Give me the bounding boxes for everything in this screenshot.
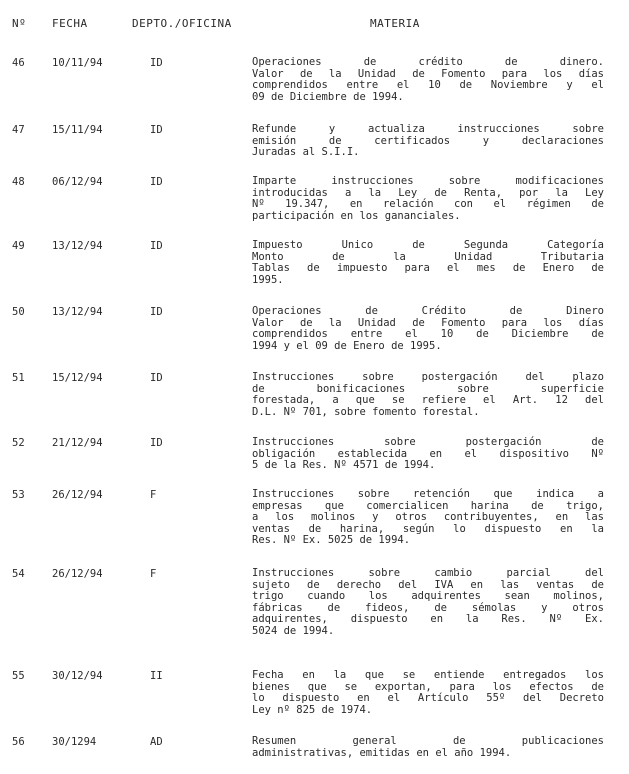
subject-line: Juradas al S.I.I. bbox=[252, 146, 360, 159]
subject-line: Ley nº 825 de 1974. bbox=[252, 703, 373, 716]
header-fecha: FECHA bbox=[52, 17, 88, 30]
row-department: ID bbox=[150, 372, 163, 384]
row-subject bbox=[252, 240, 604, 286]
row-date: 26/12/94 bbox=[52, 489, 103, 501]
subject-line: Refunde y actualiza instrucciones sobre bbox=[252, 123, 604, 135]
subject-line: 09 de Diciembre de 1994. bbox=[252, 90, 404, 103]
subject-line: ventas de harina, según lo dispuesto en la bbox=[252, 522, 604, 535]
subject-line: Instrucciones sobre retención que indica a bbox=[252, 488, 604, 500]
subject-line: Monto de la Unidad Tributaria bbox=[252, 250, 604, 263]
subject-line: D.L. Nº 701, sobre fomento forestal. bbox=[252, 405, 480, 418]
row-subject bbox=[252, 568, 604, 638]
subject-line: administrativas, emitidas en el año 1994. bbox=[252, 746, 512, 759]
row-date: 06/12/94 bbox=[52, 176, 103, 188]
subject-line: Fecha en la que se entiende entregados los bbox=[252, 669, 604, 681]
subject-line: Valor de la Unidad de Fomento para los días bbox=[252, 316, 604, 329]
subject-line: 1995. bbox=[252, 273, 284, 286]
subject-line: adquirentes, dispuesto en la Res. Nº Ex. bbox=[252, 613, 604, 626]
row-department: II bbox=[150, 670, 163, 682]
subject-line: obligación establecida en el dispositivo Nº bbox=[252, 447, 604, 460]
row-number: 54 bbox=[12, 568, 25, 580]
row-subject bbox=[252, 176, 604, 222]
row-number: 51 bbox=[12, 372, 25, 384]
subject-line: emisión de certificados y declaraciones bbox=[252, 134, 604, 147]
row-department: F bbox=[150, 489, 157, 501]
row-number: 48 bbox=[12, 176, 25, 188]
subject-line: introducidas a la Ley de Renta, por la Ley bbox=[252, 186, 604, 199]
row-department: ID bbox=[150, 437, 163, 449]
header-materia: MATERIA bbox=[370, 17, 420, 30]
subject-line: bienes que se exportan, para los efectos de bbox=[252, 680, 604, 693]
row-subject bbox=[252, 736, 604, 759]
subject-line: 1994 y el 09 de Enero de 1995. bbox=[252, 339, 442, 352]
row-department: F bbox=[150, 568, 157, 580]
row-number: 53 bbox=[12, 489, 25, 501]
subject-line: Tablas de impuesto para el mes de Enero de bbox=[252, 262, 604, 275]
row-date: 13/12/94 bbox=[52, 240, 103, 252]
row-department: AD bbox=[150, 736, 163, 748]
row-number: 46 bbox=[12, 57, 25, 69]
row-subject bbox=[252, 372, 604, 418]
subject-line: Valor de la Unidad de Fomento para los días bbox=[252, 67, 604, 80]
row-subject bbox=[252, 306, 604, 352]
row-number: 50 bbox=[12, 306, 25, 318]
subject-line: comprendidos entre el 10 de Diciembre de bbox=[252, 328, 604, 341]
subject-line: Instrucciones sobre cambio parcial del bbox=[252, 567, 604, 579]
row-date: 10/11/94 bbox=[52, 57, 103, 69]
row-number: 52 bbox=[12, 437, 25, 449]
row-date: 30/12/94 bbox=[52, 670, 103, 682]
row-date: 26/12/94 bbox=[52, 568, 103, 580]
subject-line: Nº 19.347, en relación con el régimen de bbox=[252, 198, 604, 211]
subject-line: trigo cuando los adquirentes sean molinos, bbox=[252, 590, 604, 603]
row-date: 30/1294 bbox=[52, 736, 97, 748]
subject-line: Imparte instrucciones sobre modificaciones bbox=[252, 175, 604, 187]
row-department: ID bbox=[150, 124, 163, 136]
row-department: ID bbox=[150, 176, 163, 188]
row-date: 13/12/94 bbox=[52, 306, 103, 318]
subject-line: sujeto de derecho del IVA en las ventas de bbox=[252, 578, 604, 591]
subject-line: Impuesto Unico de Segunda Categoría bbox=[252, 239, 604, 251]
row-department: ID bbox=[150, 306, 163, 318]
row-subject bbox=[252, 437, 604, 472]
row-subject bbox=[252, 57, 604, 103]
subject-line: Instrucciones sobre postergación de bbox=[252, 436, 604, 448]
row-subject bbox=[252, 489, 604, 547]
subject-line: Resumen general de publicaciones bbox=[252, 735, 604, 747]
subject-line: lo dispuesto en el Artículo 55º del Decreto bbox=[252, 692, 604, 705]
row-number: 47 bbox=[12, 124, 25, 136]
row-date: 15/12/94 bbox=[52, 372, 103, 384]
subject-line: fábricas de fideos, de sémolas y otros bbox=[252, 601, 604, 614]
subject-line: 5 de la Res. Nº 4571 de 1994. bbox=[252, 459, 436, 472]
subject-line: forestada, a que se refiere el Art. 12 del bbox=[252, 394, 604, 407]
row-number: 55 bbox=[12, 670, 25, 682]
subject-line: de bonificaciones sobre superficie bbox=[252, 382, 604, 395]
row-number: 56 bbox=[12, 736, 25, 748]
subject-line: participación en los gananciales. bbox=[252, 209, 461, 222]
row-date: 21/12/94 bbox=[52, 437, 103, 449]
row-date: 15/11/94 bbox=[52, 124, 103, 136]
subject-line: comprendidos entre el 10 de Noviembre y el bbox=[252, 79, 604, 92]
row-department: ID bbox=[150, 240, 163, 252]
subject-line: a los molinos y otros contribuyentes, en las bbox=[252, 511, 604, 524]
header-no: Nº bbox=[12, 17, 27, 30]
subject-line: empresas que comercialicen harina de trigo, bbox=[252, 499, 604, 512]
row-subject bbox=[252, 670, 604, 716]
header-depto: DEPTO./OFICINA bbox=[132, 17, 232, 30]
subject-line: Operaciones de Crédito de Dinero bbox=[252, 305, 604, 317]
subject-line: 5024 de 1994. bbox=[252, 624, 335, 637]
subject-line: Operaciones de crédito de dinero. bbox=[252, 56, 604, 68]
row-number: 49 bbox=[12, 240, 25, 252]
row-subject bbox=[252, 124, 604, 159]
subject-line: Res. Nº Ex. 5025 de 1994. bbox=[252, 534, 411, 547]
subject-line: Instrucciones sobre postergación del plazo bbox=[252, 371, 604, 383]
row-department: ID bbox=[150, 57, 163, 69]
